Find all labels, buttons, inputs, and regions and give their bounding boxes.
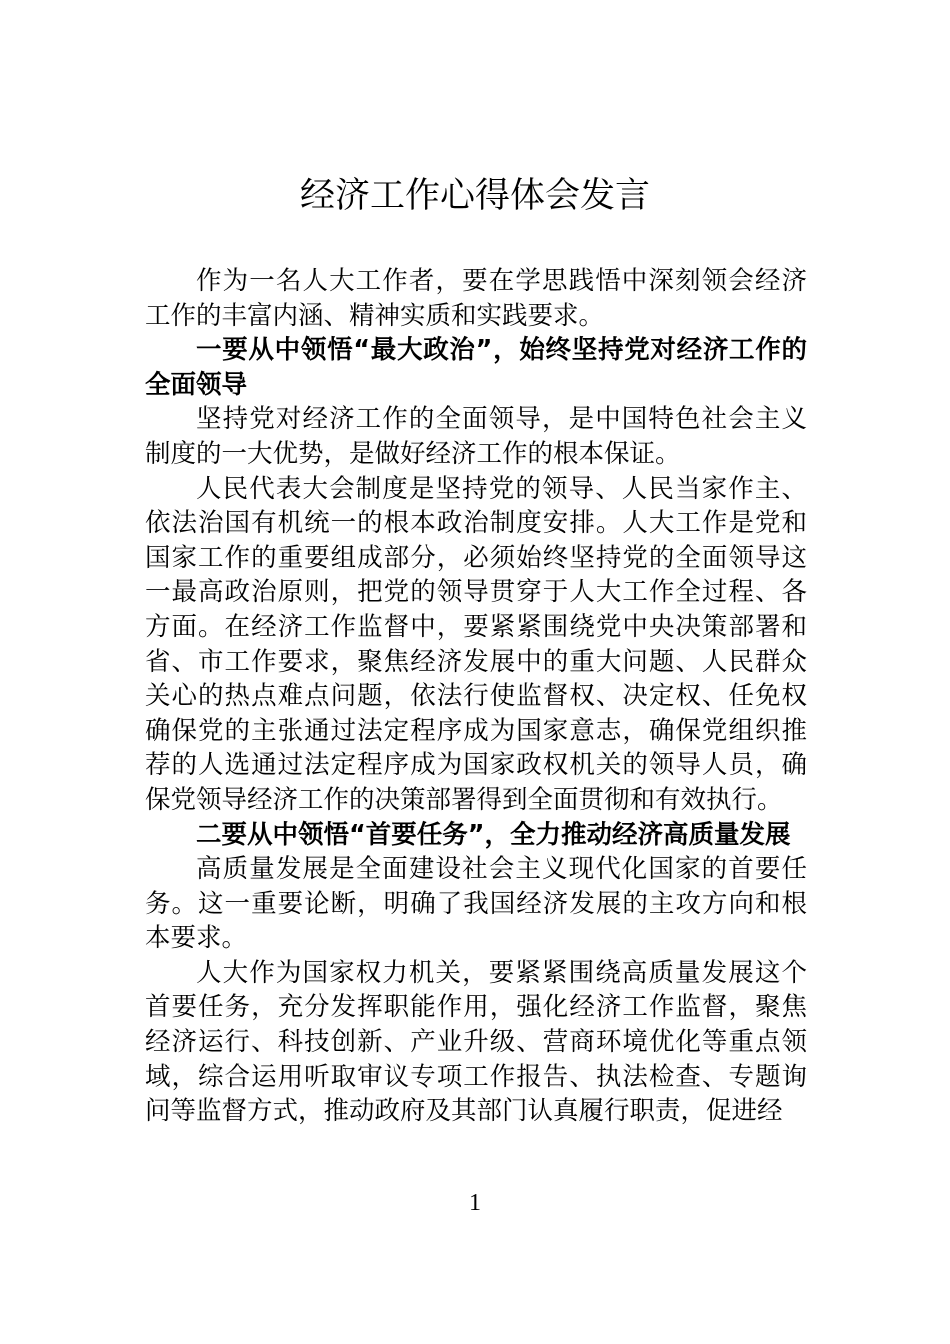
page-number: 1 <box>469 1190 481 1216</box>
paragraph: 坚持党对经济工作的全面领导，是中国特色社会主义制度的一大优势，是做好经济工作的根本保证。 <box>145 404 807 469</box>
section-heading-1: 一要从中领悟“最大政治”，始终坚持党对经济工作的全面领导 <box>145 335 807 400</box>
document-title: 经济工作心得体会发言 <box>299 176 650 216</box>
paragraph: 人民代表大会制度是坚持党的领导、人民当家作主、依法治国有机统一的根本政治制度安排。人大工作是党和国家工作的重要组成部分，必须始终坚持党的全面领导这一最高政治原则，把党的领导贯穿于人大工作全过程、各方面。在经济工作监督中，要紧紧围绕党中央决策部署和省、市工作要求，聚焦经济发展中的重大问题、人民群众关心的热点难点问题，依法行使监督权、决定权、任免权确保党的主张通过法定程序成为国家意志，确保党组织推荐的人选通过法定程序成为国家政权机关的领导人员，确保党领导经济工作的决策部署得到全面贯彻和有效执行。 <box>145 473 807 815</box>
paragraph-intro: 作为一名人大工作者，要在学思践悟中深刻领会经济工作的丰富内涵、精神实质和实践要求。 <box>145 266 807 331</box>
section-heading-2: 二要从中领悟“首要任务”，全力推动经济高质量发展 <box>196 819 791 850</box>
document-body <box>145 264 807 1129</box>
paragraph: 高质量发展是全面建设社会主义现代化国家的首要任务。这一重要论断，明确了我国经济发展的主攻方向和根本要求。 <box>145 854 807 954</box>
paragraph: 人大作为国家权力机关，要紧紧围绕高质量发展这个首要任务，充分发挥职能作用，强化经济工作监督，聚焦经济运行、科技创新、产业升级、营商环境优化等重点领域，综合运用听取审议专项工作报告、执法检查、专题询问等监督方式，推动政府及其部门认真履行职责，促进经 <box>145 957 807 1127</box>
